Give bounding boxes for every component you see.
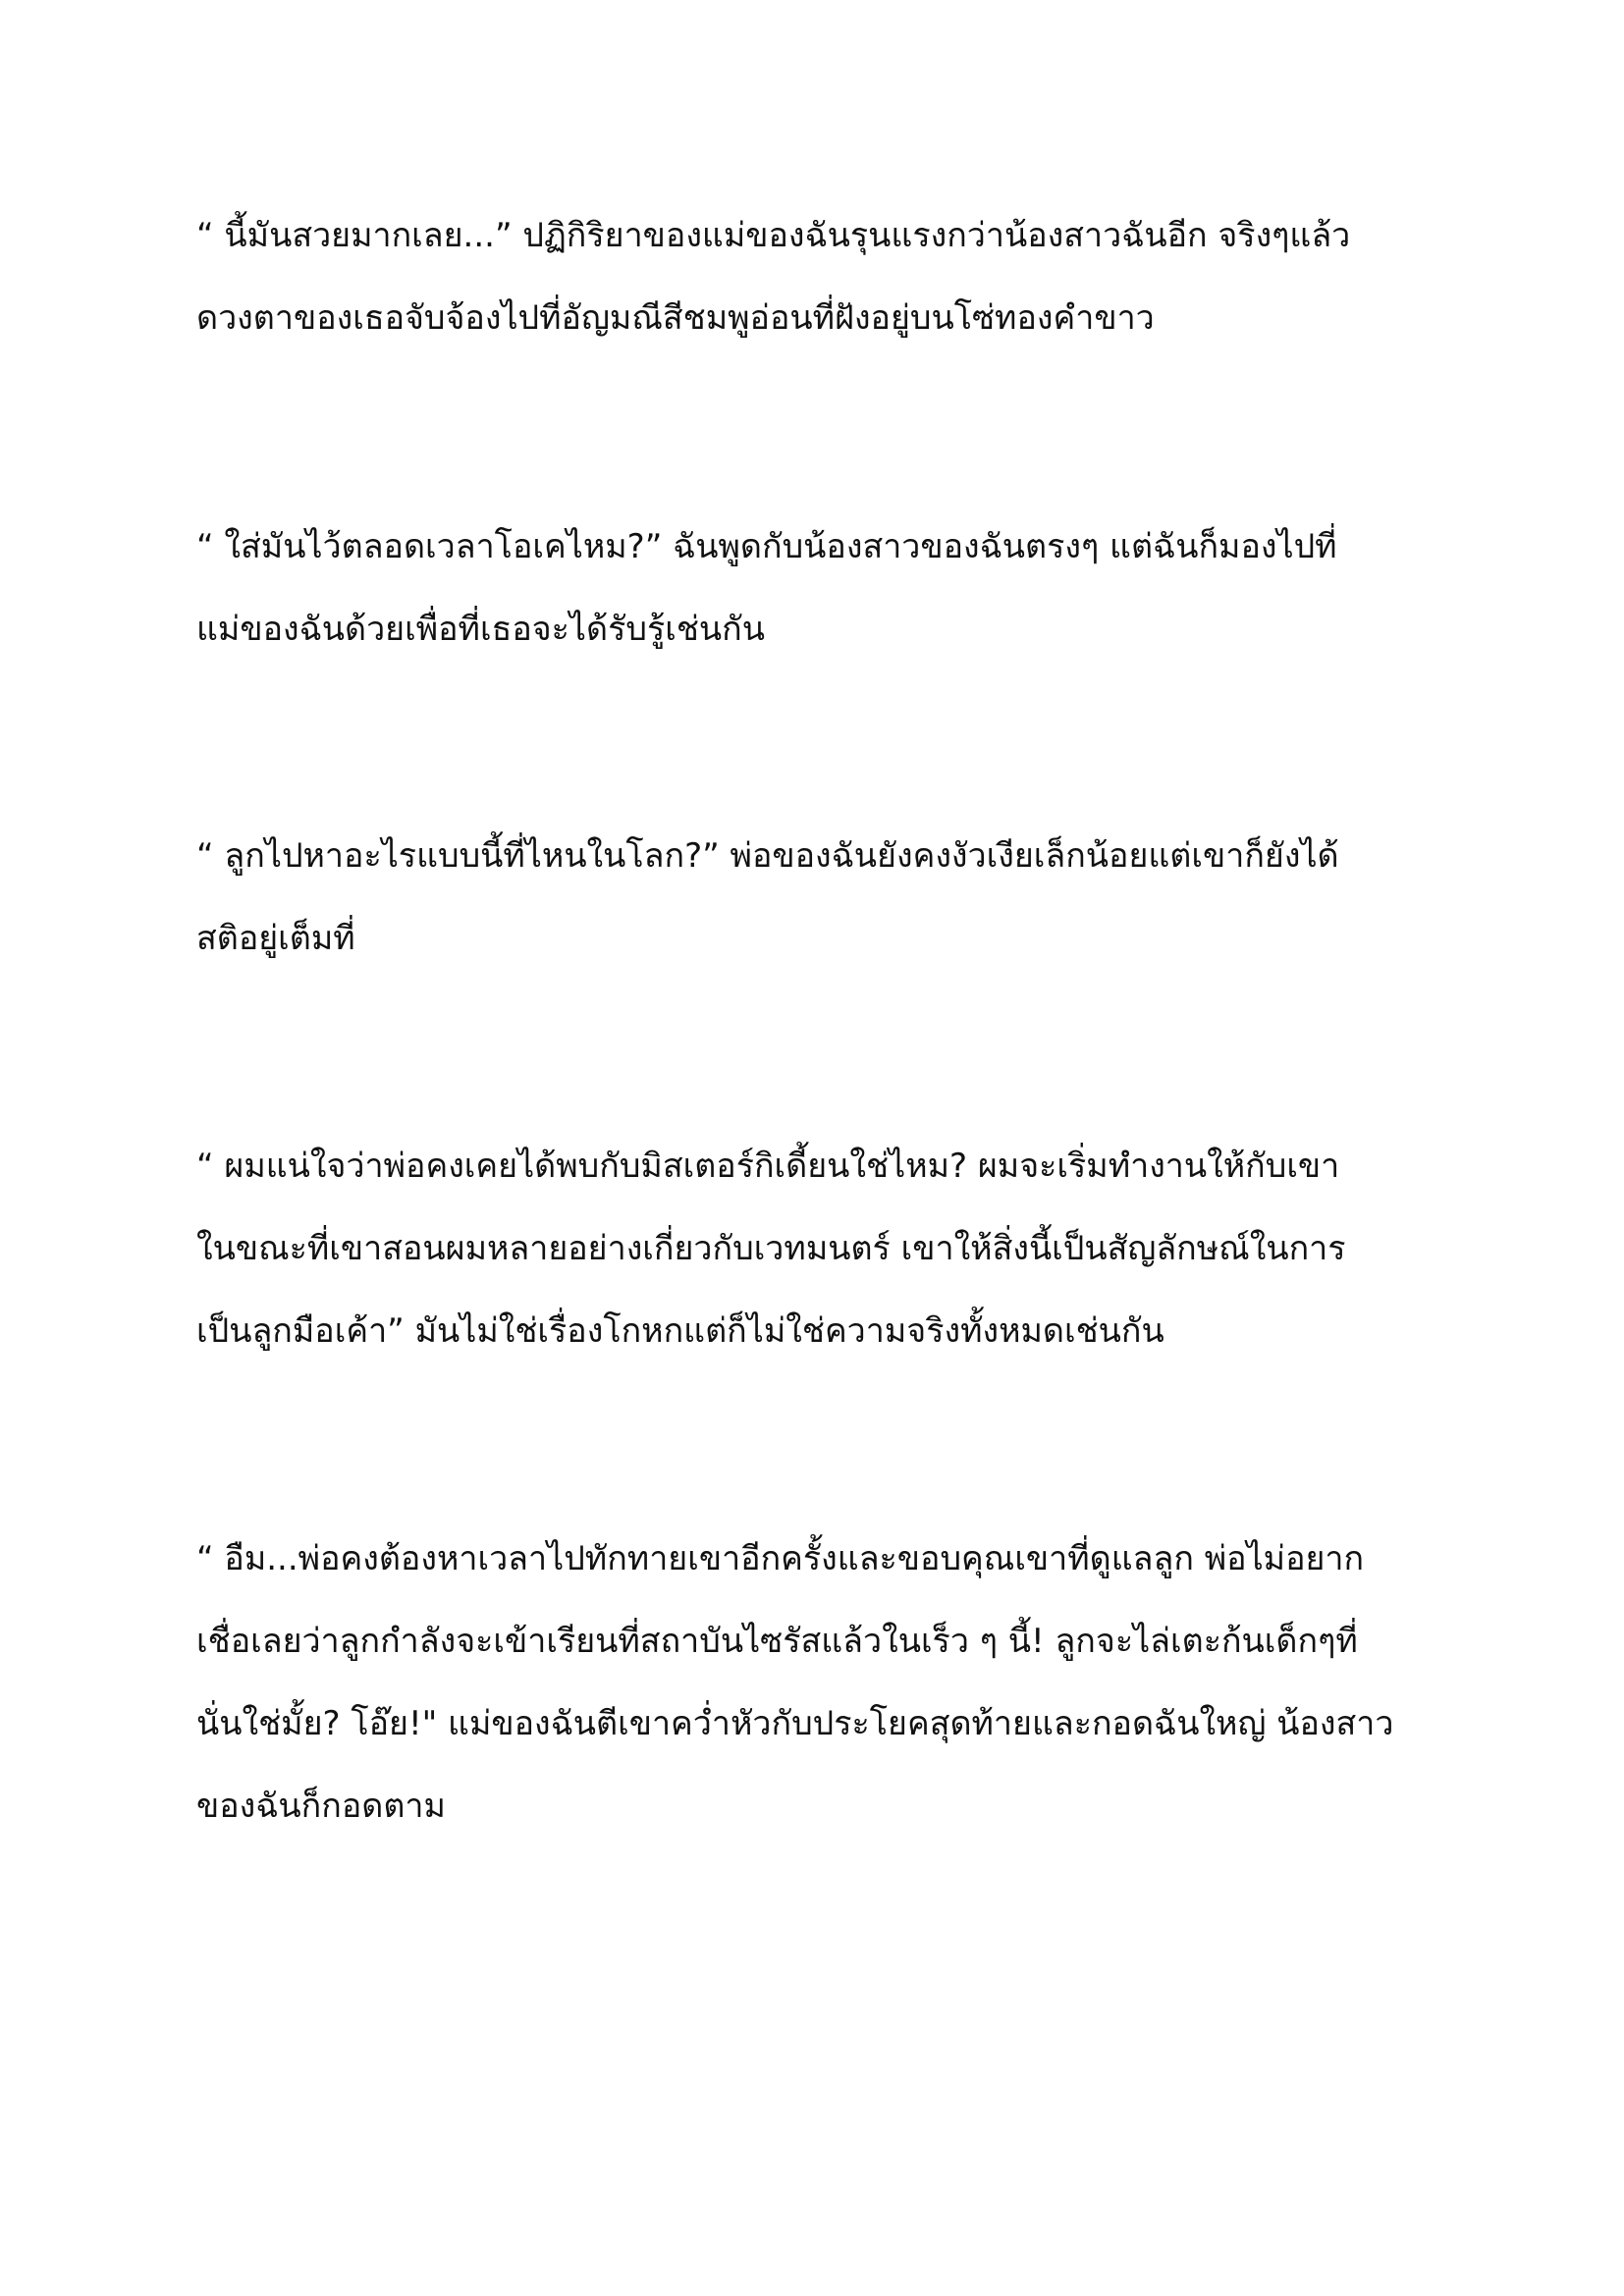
paragraph-4-line-1: “ ผมแน่ใจว่าพ่อคงเคยได้พบกับมิสเตอร์กิเดี้ยนใช่ไหม? ผมจะเริ่มทำงานให้กับเขา bbox=[196, 1147, 1340, 1186]
paragraph-3-line-2: สติอยู่เต็มที่ bbox=[196, 919, 355, 958]
paragraph-5-line-1: “ อืม...พ่อคงต้องหาเวลาไปทักทายเขาอีกครั้งและขอบคุณเขาที่ดูแลลูก พ่อไม่อยาก bbox=[196, 1539, 1365, 1578]
paragraph-5 bbox=[196, 1518, 1434, 1847]
paragraph-2 bbox=[196, 506, 1434, 670]
paragraph-4-line-3: เป็นลูกมือเค้า” มันไม่ใช่เรื่องโกหกแต่ก็ไม่ใช่ความจริงทั้งหมดเช่นกัน bbox=[196, 1311, 1164, 1351]
paragraph-5-line-3: นั่นใช่มั้ย? โอ๊ย!" แม่ของฉันตีเขาคว่ำหัวกับประโยคสุดท้ายและกอดฉันใหญ่ น้องสาว bbox=[196, 1704, 1394, 1743]
paragraph-2-line-2: แม่ของฉันด้วยเพื่อที่เธอจะได้รับรู้เช่นกัน bbox=[196, 610, 765, 649]
paragraph-2-line-1: “ ใส่มันไว้ตลอดเวลาโอเคไหม?” ฉันพูดกับน้องสาวของฉันตรงๆ แต่ฉันก็มองไปที่ bbox=[196, 527, 1337, 566]
paragraph-5-line-4: ของฉันก็กอดตาม bbox=[196, 1787, 446, 1826]
paragraph-4 bbox=[196, 1125, 1434, 1372]
paragraph-5-line-2: เชื่อเลยว่าลูกกำลังจะเข้าเรียนที่สถาบันไซรัสแล้วในเร็ว ๆ นี้! ลูกจะไล่เตะก้นเด็กๆที่ bbox=[196, 1622, 1358, 1661]
paragraph-1-line-2: ดวงตาของเธอจับจ้องไปที่อัญมณีสีชมพูอ่อนที่ฝังอยู่บนโซ่ทองคำขาว bbox=[196, 298, 1155, 338]
paragraph-1 bbox=[196, 194, 1434, 359]
paragraph-3-line-1: “ ลูกไปหาอะไรแบบนี้ที่ไหนในโลก?” พ่อของฉันยังคงงัวเงียเล็กน้อยแต่เขาก็ยังได้ bbox=[196, 836, 1339, 876]
paragraph-4-line-2: ในขณะที่เขาสอนผมหลายอย่างเกี่ยวกับเวทมนตร์ เขาให้สิ่งนี้เป็นสัญลักษณ์ในการ bbox=[196, 1229, 1346, 1268]
paragraph-3 bbox=[196, 815, 1434, 980]
paragraph-1-line-1: “ นี้มันสวยมากเลย...” ปฏิกิริยาของแม่ของฉันรุนแรงกว่าน้องสาวฉันอีก จริงๆแล้ว bbox=[196, 216, 1351, 255]
